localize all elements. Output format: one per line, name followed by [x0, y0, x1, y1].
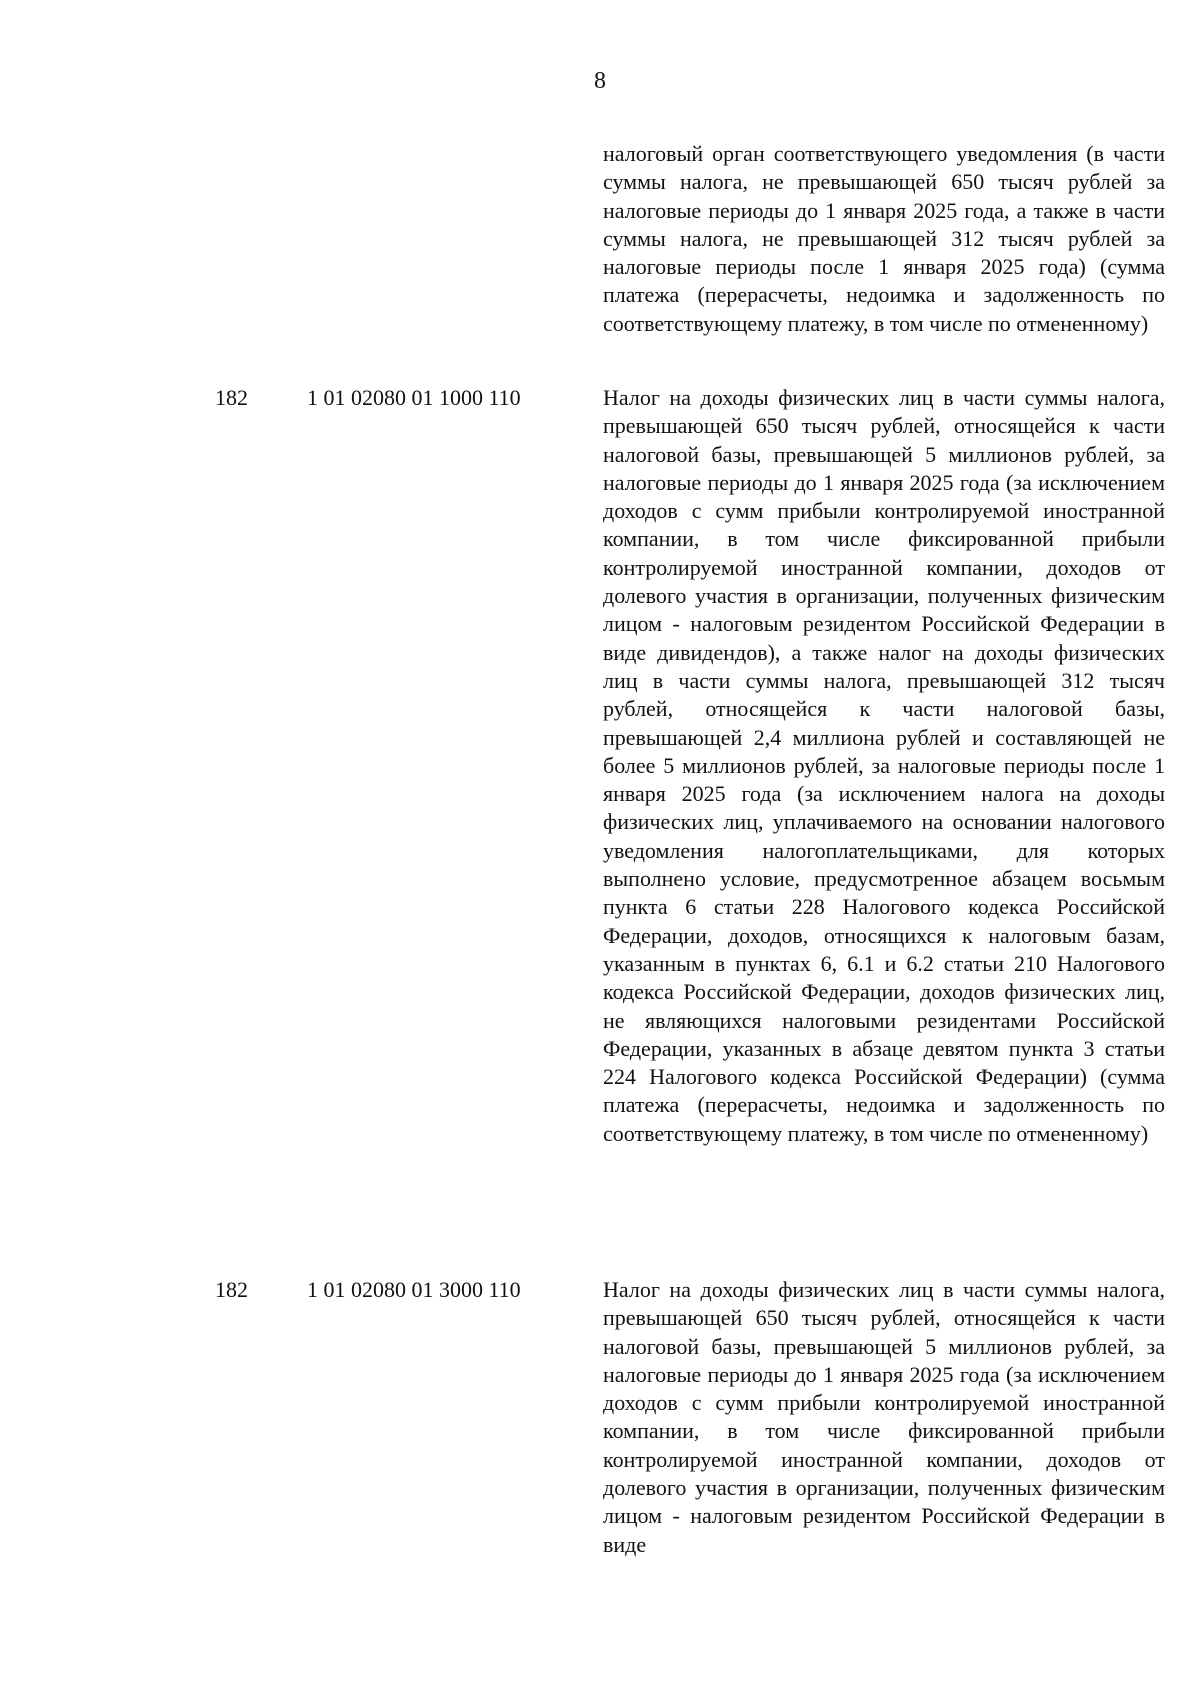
budget-classification-code: 1 01 02080 01 3000 110	[307, 1277, 521, 1302]
income-description: Налог на доходы физических лиц в части суммы налога, превышающей 650 тысяч рублей, относящейся к части налоговой базы, превышающей 5 миллионов рублей, за налоговые периоды до 1 января 2025 года (за исключением доходов с сумм прибыли контролируемой иностранной компании, в том числе фиксированной прибыли контролируемой иностранной компании, доходов от долевого участия в организации, полученных физическим лицом - налоговым резидентом Российской Федерации в виде	[603, 1277, 1165, 1557]
administrator-code: 182	[215, 385, 248, 410]
budget-classification-code: 1 01 02080 01 1000 110	[307, 385, 521, 410]
income-description: Налог на доходы физических лиц в части суммы налога, превышающей 650 тысяч рублей, относящейся к части налоговой базы, превышающей 5 миллионов рублей, за налоговые периоды до 1 января 2025 года (за исключением доходов с сумм прибыли контролируемой иностранной компании, в том числе фиксированной прибыли контролируемой иностранной компании, доходов от долевого участия в организации, полученных физическим лицом - налоговым резидентом Российской Федерации в виде дивидендов), а также налог на доходы физических лиц в части суммы налога, превышающей 312 тысяч рублей, относящейся к части налоговой базы, превышающей 2,4 миллиона рублей и составляющей не более 5 миллионов рублей, за налоговые периоды после 1 января 2025 года (за исключением налога на доходы физических лиц, уплачиваемого на основании налогового уведомления налогоплательщиками, для которых выполнено условие, предусмотренное абзацем восьмым пункта 6 статьи 228 Налогового кодекса Российской Федерации, доходов, относящихся к налоговым базам, указанным в пунктах 6, 6.1 и 6.2 статьи 210 Налогового кодекса Российской Федерации, доходов физических лиц, не являющихся налоговыми резидентами Российской Федерации, указанных в абзаце девятом пункта 3 статьи 224 Налогового кодекса Российской Федерации) (сумма платежа (перерасчеты, недоимка и задолженность по соответствующему платежу, в том числе по отмененному)	[603, 385, 1165, 1146]
continued-description: налоговый орган соответствующего уведомления (в части суммы налога, не превышающей 650 тысяч рублей за налоговые периоды до 1 января 2025 года, а также в части суммы налога, не превышающей 312 тысяч рублей за налоговые периоды после 1 января 2025 года) (сумма платежа (перерасчеты, недоимка и задолженность по соответствующему платежу, в том числе по отмененному)	[603, 141, 1165, 336]
page-number: 8	[594, 68, 606, 94]
administrator-code: 182	[215, 1277, 248, 1302]
